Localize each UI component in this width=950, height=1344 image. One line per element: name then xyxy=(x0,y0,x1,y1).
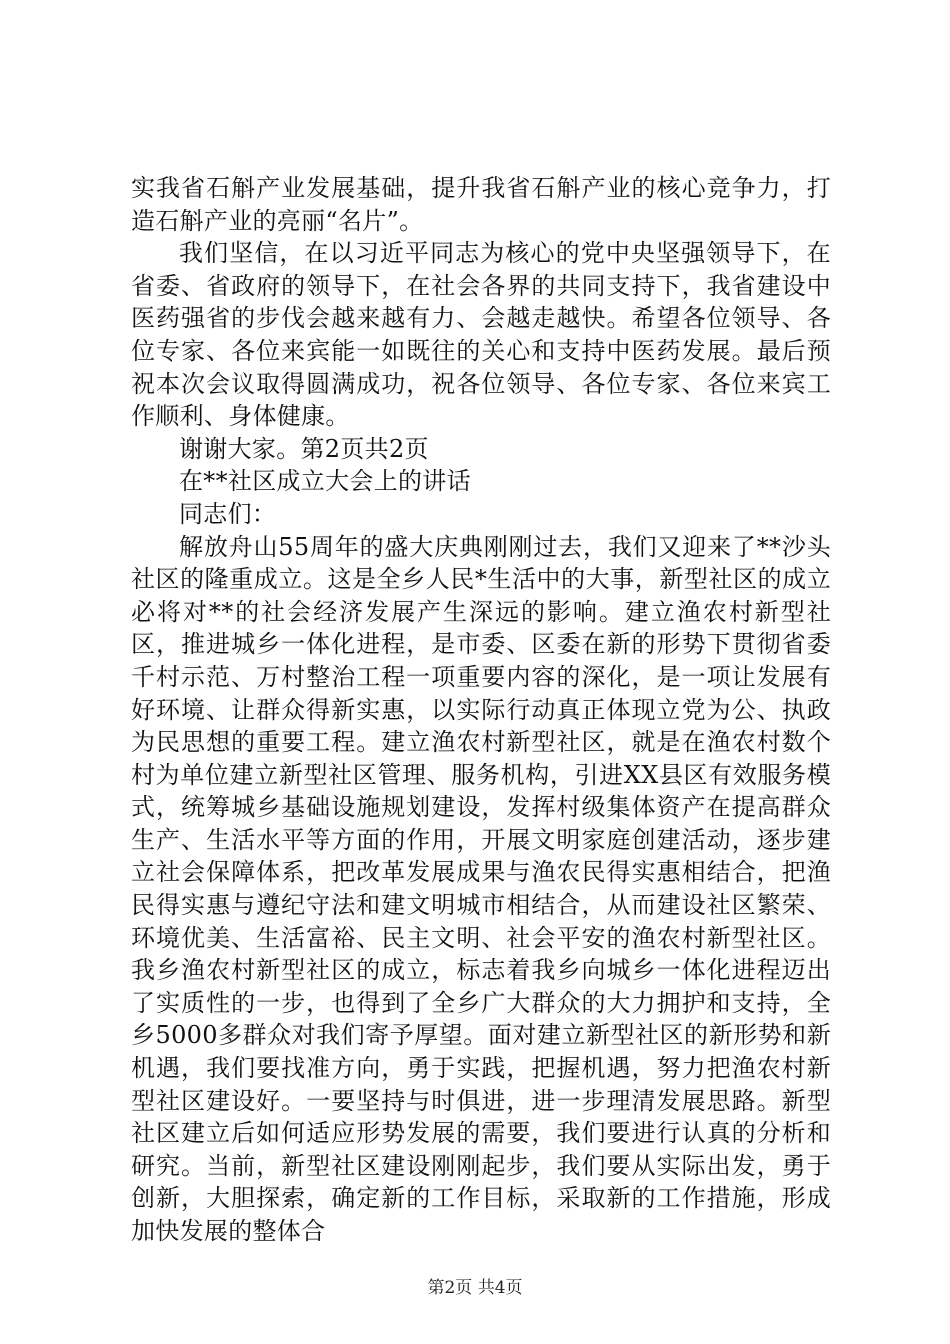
document-body xyxy=(131,172,831,1248)
speech-title: 在**社区成立大会上的讲话 xyxy=(179,467,471,496)
paragraph-closing-remarks: 我们坚信，在以习近平同志为核心的党中央坚强领导下，在省委、省政府的领导下，在社会各界的共同支持下，我省建设中医药强省的步伐会越来越有力、会越走越快。希望各位领导、各位专家、各位来宾能一如既往的关心和支持中医药发展。最后预祝本次会议取得圆满成功，祝各位领导、各位专家、各位来宾工作顺利、身体健康。 xyxy=(131,239,831,431)
paragraph-continuation: 实我省石斛产业发展基础，提升我省石斛产业的核心竞争力，打造石斛产业的亮丽“名片”。 xyxy=(131,174,831,235)
paragraph-speech-body: 解放舟山55周年的盛大庆典刚刚过去，我们又迎来了**沙头社区的隆重成立。这是全乡人民*生活中的大事，新型社区的成立必将对**的社会经济发展产生深远的影响。建立渔农村新型社区，推进城乡一体化进程，是市委、区委在新的形势下贯彻省委千村示范、万村整治工程一项重要内容的深化，是一项让发展有好环境、让群众得新实惠，以实际行动真正体现立党为公、执政为民思想的重要工程。建立渔农村新型社区，就是在渔农村数个村为单位建立新型社区管理、服务机构，引进XX县区有效服务模式，统筹城乡基础设施规划建设，发挥村级集体资产在提高群众生产、生活水平等方面的作用，开展文明家庭创建活动，逐步建立社会保障体系，把改革发展成果与渔农民得实惠相结合，把渔民得实惠与遵纪守法和建文明城市相结合，从而建设社区繁荣、环境优美、生活富裕、民主文明、社会平安的渔农村新型社区。我乡渔农村新型社区的成立，标志着我乡向城乡一体化进程迈出了实质性的一步，也得到了全乡广大群众的大力拥护和支持，全乡5000多群众对我们寄予厚望。面对建立新型社区的新形势和新机遇，我们要找准方向，勇于实践，把握机遇，努力把渔农村新型社区建设好。一要坚持与时俱进，进一步理清发展思路。新型社区建立后如何适应形势发展的需要，我们要进行认真的分析和研究。当前，新型社区建设刚刚起步，我们要从实际出发，勇于创新，大胆探索，确定新的工作目标，采取新的工作措施，形成加快发展的整体合 xyxy=(131,532,831,1245)
page-number-footer: 第2页 共4页 xyxy=(427,1278,523,1298)
paragraph-thanks: 谢谢大家。第2页共2页 xyxy=(179,434,429,463)
salutation: 同志们： xyxy=(179,499,277,528)
